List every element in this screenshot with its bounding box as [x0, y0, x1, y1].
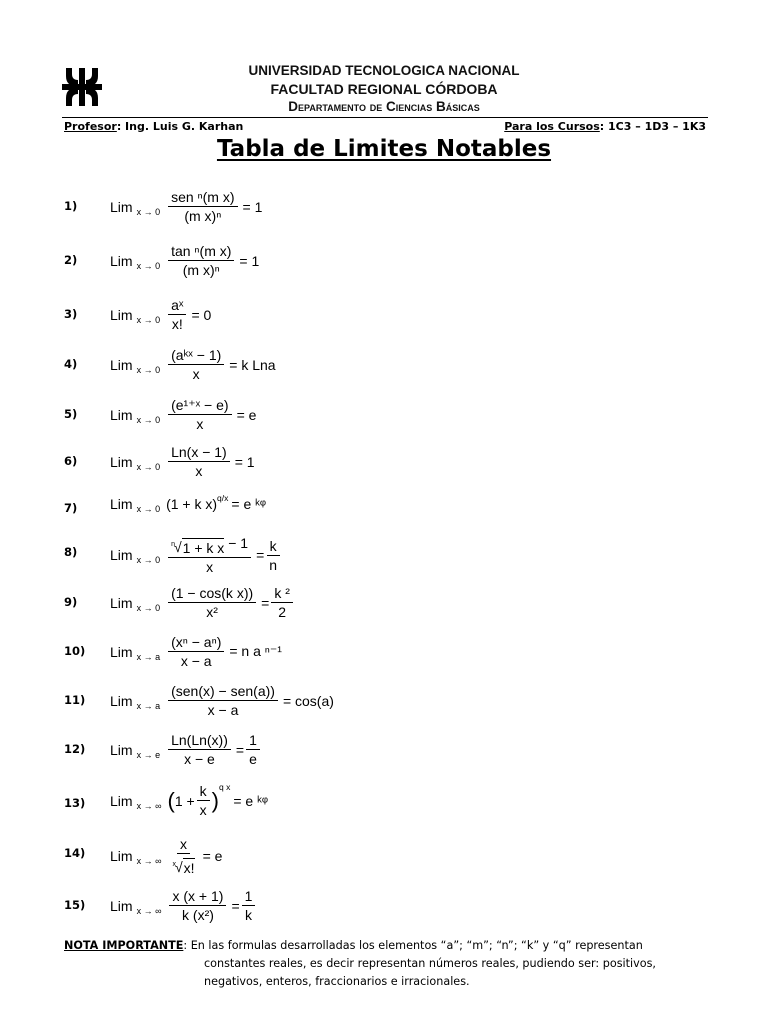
courses-line [504, 120, 706, 133]
limit-subscript: x → 0 [136, 364, 161, 375]
radical-sign-icon: √ [173, 539, 182, 555]
result: = n a ⁿ⁻¹ [229, 643, 282, 659]
lim-word: Lim [110, 692, 133, 709]
result: = [256, 547, 265, 563]
limit-subscript: x → 0 [136, 260, 161, 271]
numerator: x (x + 1) [169, 887, 226, 906]
numerator: (sen(x) − sen(a)) [168, 682, 278, 701]
item-number: 7) [64, 501, 78, 515]
denominator: x² [206, 604, 218, 620]
radical-index: x [172, 861, 176, 868]
note-line-3: negativos, enteros, fraccionarios e irracionales. [204, 975, 470, 988]
result: = e ᵏᵠ [233, 792, 268, 809]
radical-index: n [171, 541, 175, 548]
numerator: Ln(Ln(x)) [168, 731, 231, 750]
denominator: x − a [207, 702, 239, 718]
denominator: x [206, 559, 214, 575]
limit-formula [110, 682, 334, 719]
lim-word: Lim [110, 792, 133, 809]
numerator: (1 − cos(k x)) [168, 584, 256, 603]
radicand: 1 + k x [182, 540, 225, 556]
numerator [168, 534, 251, 558]
base: (1 + k x) [166, 496, 218, 512]
page-title: Tabla de Limites Notables [216, 136, 552, 162]
numerator: tan ⁿ(m x) [168, 242, 234, 261]
item-number: 8) [64, 545, 78, 559]
lim-word: Lim [110, 453, 133, 470]
denominator: (m x)ⁿ [184, 208, 222, 224]
limit-formula [110, 188, 262, 225]
item-number: 1) [64, 199, 78, 213]
numerator: aˣ [168, 296, 186, 315]
denominator: x − e [184, 751, 215, 767]
lim-word: Lim [110, 897, 133, 914]
item-number: 13) [64, 796, 86, 810]
result-numerator: 1 [246, 731, 260, 750]
result: = e [202, 848, 223, 864]
limit-formula [110, 782, 268, 819]
limit-formula [110, 443, 255, 480]
professor-line [64, 120, 243, 133]
item-number: 10) [64, 644, 86, 658]
limit-formula [110, 731, 262, 768]
limit-subscript: x → e [136, 749, 161, 760]
result: = 0 [191, 306, 212, 323]
open-paren: ( [167, 787, 175, 813]
header-divider [62, 117, 708, 118]
courses-value: : 1C3 – 1D3 – 1K3 [599, 120, 706, 133]
result: = [231, 897, 240, 914]
numerator: (aᵏˣ − 1) [168, 346, 224, 365]
department-name: Departamento de Ciencias Básicas [288, 99, 480, 114]
result-numerator: 1 [242, 887, 256, 906]
limit-subscript: x → ∞ [136, 856, 162, 866]
radical-sign-icon: √ [174, 859, 183, 875]
limit-subscript: x → 0 [136, 414, 161, 425]
item-number: 2) [64, 253, 78, 267]
lim-word: Lim [110, 547, 133, 563]
courses-label: Para los Cursos [504, 120, 600, 133]
limit-subscript: x → a [136, 700, 161, 711]
result-numerator: k [267, 537, 280, 556]
limit-formula [110, 396, 256, 433]
lim-word: Lim [110, 643, 133, 660]
limit-formula [110, 346, 276, 383]
item-number: 4) [64, 357, 78, 371]
item-number: 12) [64, 742, 86, 756]
lim-word: Lim [110, 496, 133, 512]
limit-formula [110, 242, 259, 279]
result: = [235, 741, 245, 758]
numerator: sen ⁿ(m x) [168, 188, 237, 207]
denominator: (m x)ⁿ [182, 262, 220, 278]
limit-subscript: x → a [136, 651, 161, 662]
item-number: 3) [64, 307, 78, 321]
exponent: q x [219, 781, 231, 792]
result: = cos(a) [282, 692, 334, 709]
denominator: k (x²) [182, 907, 214, 923]
note-label: NOTA IMPORTANTE [64, 939, 184, 952]
limit-subscript: x → ∞ [136, 800, 162, 811]
result-denominator: k [245, 907, 253, 923]
limit-subscript: x → ∞ [136, 905, 162, 916]
limit-formula [110, 296, 211, 333]
denominator: x [196, 416, 204, 432]
lim-word: Lim [110, 741, 133, 758]
radicand: x! [183, 860, 195, 876]
item-number: 11) [64, 693, 86, 707]
note-line-1: : En las formulas desarrolladas los elementos “a”; “m”; “n”; “k” y “q” representan [183, 939, 643, 952]
item-number: 9) [64, 595, 78, 609]
lim-word: Lim [110, 594, 133, 611]
prefix: 1 + [174, 792, 195, 809]
result-denominator: e [249, 751, 257, 767]
lim-word: Lim [110, 848, 133, 864]
university-name: UNIVERSIDAD TECNOLOGICA NACIONAL [248, 63, 520, 78]
item-number: 5) [64, 407, 78, 421]
result-numerator: k ² [271, 584, 293, 603]
professor-label: Profesor [64, 120, 117, 133]
result: = k Lna [229, 356, 276, 373]
limit-subscript: x → 0 [136, 461, 161, 472]
professor-name: : Ing. Luis G. Karhan [116, 120, 244, 133]
numerator: (xⁿ − aⁿ) [168, 633, 224, 652]
limit-formula [110, 534, 282, 576]
item-number: 15) [64, 898, 86, 912]
limit-subscript: x → 0 [136, 206, 161, 217]
close-paren: ) [211, 787, 219, 813]
lim-word: Lim [110, 198, 133, 215]
limit-formula [110, 633, 282, 670]
numerator: x [177, 835, 190, 854]
limit-formula [110, 835, 222, 877]
denominator: x [195, 463, 203, 479]
note-line-2: constantes reales, es decir representan números reales, pudiendo ser: positivos, [204, 957, 656, 970]
denominator: x − a [180, 653, 212, 669]
lim-word: Lim [110, 306, 133, 323]
result: = e ᵏᵠ [231, 496, 267, 512]
limit-subscript: x → 0 [136, 504, 161, 514]
result: = 1 [242, 198, 263, 215]
lim-word: Lim [110, 356, 133, 373]
result-denominator: n [269, 556, 278, 573]
numerator-tail: − 1 [224, 535, 249, 551]
result-denominator: 2 [278, 604, 287, 620]
inner-numerator: k [197, 782, 210, 801]
exponent: q/x [217, 493, 229, 503]
denominator [169, 854, 197, 877]
result: = [261, 594, 270, 611]
result: = 1 [234, 453, 255, 470]
item-number: 6) [64, 454, 78, 468]
inner-denominator: x [199, 802, 207, 818]
limit-subscript: x → 0 [136, 602, 161, 613]
numerator: (e¹⁺ˣ − e) [168, 396, 232, 415]
limit-formula [110, 887, 257, 924]
limit-formula [110, 493, 267, 514]
result: = e [236, 406, 257, 423]
limit-subscript: x → 0 [136, 314, 161, 325]
result: = 1 [239, 252, 260, 269]
important-note [64, 937, 724, 991]
denominator: x [192, 366, 200, 382]
limit-formula [110, 584, 295, 621]
limit-subscript: x → 0 [136, 555, 161, 565]
lim-word: Lim [110, 406, 133, 423]
faculty-name: FACULTAD REGIONAL CÓRDOBA [270, 81, 498, 97]
item-number: 14) [64, 846, 86, 860]
denominator: x! [171, 316, 183, 332]
lim-word: Lim [110, 252, 133, 269]
numerator: Ln(x − 1) [168, 443, 230, 462]
